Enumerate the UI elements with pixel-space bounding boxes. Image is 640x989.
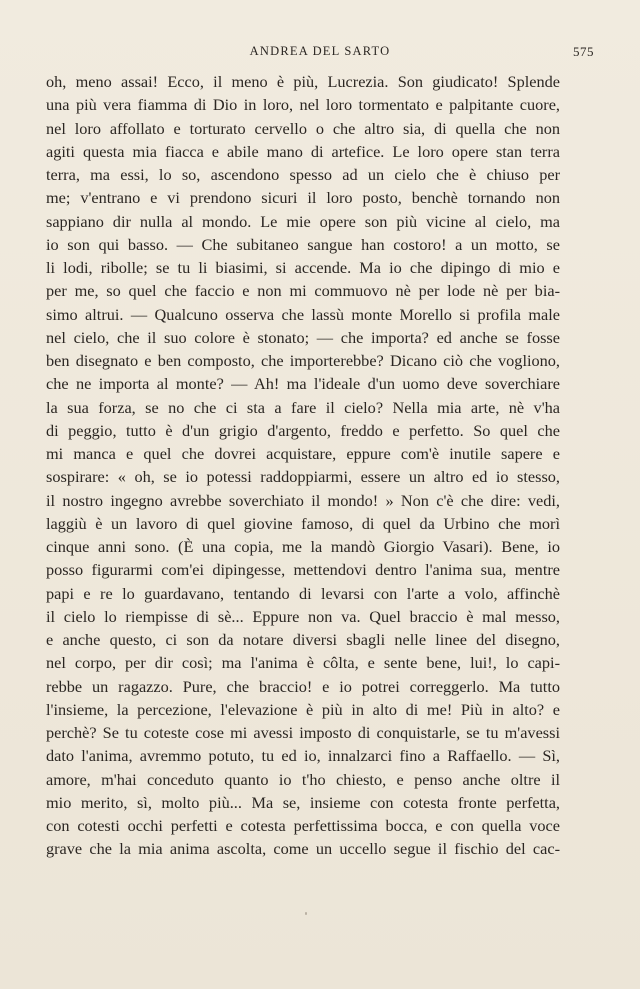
text-line: la sua forza, se no che ci sta a fare il cielo? Nella mia arte, nè v'ha xyxy=(46,397,560,417)
text-line: grave che la mia anima ascolta, come un uccello segue il fischio del cac- xyxy=(46,839,560,859)
text-line: perchè? Se tu coteste cose mi avessi imposto di conquistarle, se tu m'avessi xyxy=(46,723,560,742)
text-line: papi e re lo guardavano, tentando di levarsi con l'arte a volo, affinchè xyxy=(46,583,560,603)
paper-speck xyxy=(305,912,307,915)
text-line: agiti questa mia fiacca e abile mano di artefice. Le loro opere stan terra xyxy=(46,141,560,161)
text-line: una più vera fiamma di Dio in loro, nel loro tormentato e palpitante cuore, xyxy=(46,95,560,115)
text-line: mi manca e quel che dovrei acquistare, eppure com'è inutile sapere e xyxy=(46,444,560,463)
text-line: per me, so quel che faccio e non mi commuovo nè per lode nè per bia- xyxy=(46,281,560,301)
body-text xyxy=(46,70,560,861)
text-line: oh, meno assai! Ecco, il meno è più, Lucrezia. Son giudicato! Splende xyxy=(46,72,560,91)
text-line: sappiano dir nulla al mondo. Le mie opere son più vicine al cielo, ma xyxy=(46,211,560,231)
text-line: sospirare: « oh, se io potessi raddoppiarmi, essere un altro ed io stesso, xyxy=(46,467,560,487)
text-line: nel corpo, per dir così; ma l'anima è côlta, e sente bene, lui!, lo capi- xyxy=(46,653,560,673)
text-line: il nostro ingegno avrebbe soverchiato il mondo! » Non c'è che dire: vedi, xyxy=(46,490,560,510)
text-line: che ne importa al monte? — Ah! ma l'ideale d'un uomo deve soverchiare xyxy=(46,374,560,394)
text-line: e anche questo, ci son da notare diversi sbagli nelle linee del disegno, xyxy=(46,630,560,649)
text-line: li lodi, ribolle; se tu li biasimi, si accende. Ma io che dipingo di mio e xyxy=(46,258,560,277)
text-line: ben disegnato e ben composto, che importerebbe? Dicano ciò che vogliono, xyxy=(46,351,560,370)
text-line: con cotesti occhi perfetti e cotesta perfettissima bocca, e con quella voce xyxy=(46,816,560,835)
text-line: nel loro affollato e torturato cervello o che altro sia, di quella che non xyxy=(46,118,560,138)
running-title: ANDREA DEL SARTO xyxy=(249,44,391,58)
text-line: di peggio, tutto è d'un grigio d'argento, freddo e perfetto. So quel che xyxy=(46,420,560,440)
text-line: nel cielo, che il suo colore è stonato; — che importa? ed anche se fosse xyxy=(46,327,560,347)
text-line: me; v'entrano e vi prendono sicuri il loro posto, benchè tornando non xyxy=(46,188,560,208)
text-line: cinque anni sono. (È una copia, me la mandò Giorgio Vasari). Bene, io xyxy=(46,537,560,556)
text-line: amore, m'hai conceduto quanto io t'ho chiesto, e penso anche oltre il xyxy=(46,769,560,789)
text-line: rebbe un ragazzo. Pure, che braccio! e io potrei correggerlo. Ma tutto xyxy=(46,676,560,696)
text-line: simo altrui. — Qualcuno osserva che lassù monte Morello si profila male xyxy=(46,304,560,324)
text-line: io son qui basso. — Che subitaneo sangue han costoro! a un motto, se xyxy=(46,234,560,254)
text-line: laggiù è un lavoro di quel giovine famoso, di quel da Urbino che morì xyxy=(46,513,560,533)
text-line: mio merito, sì, molto più... Ma se, insieme con cotesta fronte perfetta, xyxy=(46,792,560,812)
text-line: terra, ma essi, lo so, ascendono spesso ad un cielo che è chiuso per xyxy=(46,165,560,184)
text-line: posso figurarmi com'ei dipingesse, mettendovi dentro l'anima sua, mentre xyxy=(46,560,560,580)
running-head xyxy=(46,44,594,62)
text-line: dato l'anima, avremmo potuto, tu ed io, innalzarci fino a Raffaello. — Sì, xyxy=(46,746,560,766)
text-line: l'insieme, la percezione, l'elevazione è più in alto di me! Più in alto? e xyxy=(46,699,560,719)
text-line: il cielo lo riempisse di sè... Eppure non va. Quel braccio è mal messo, xyxy=(46,606,560,626)
page-number: 575 xyxy=(573,44,594,59)
